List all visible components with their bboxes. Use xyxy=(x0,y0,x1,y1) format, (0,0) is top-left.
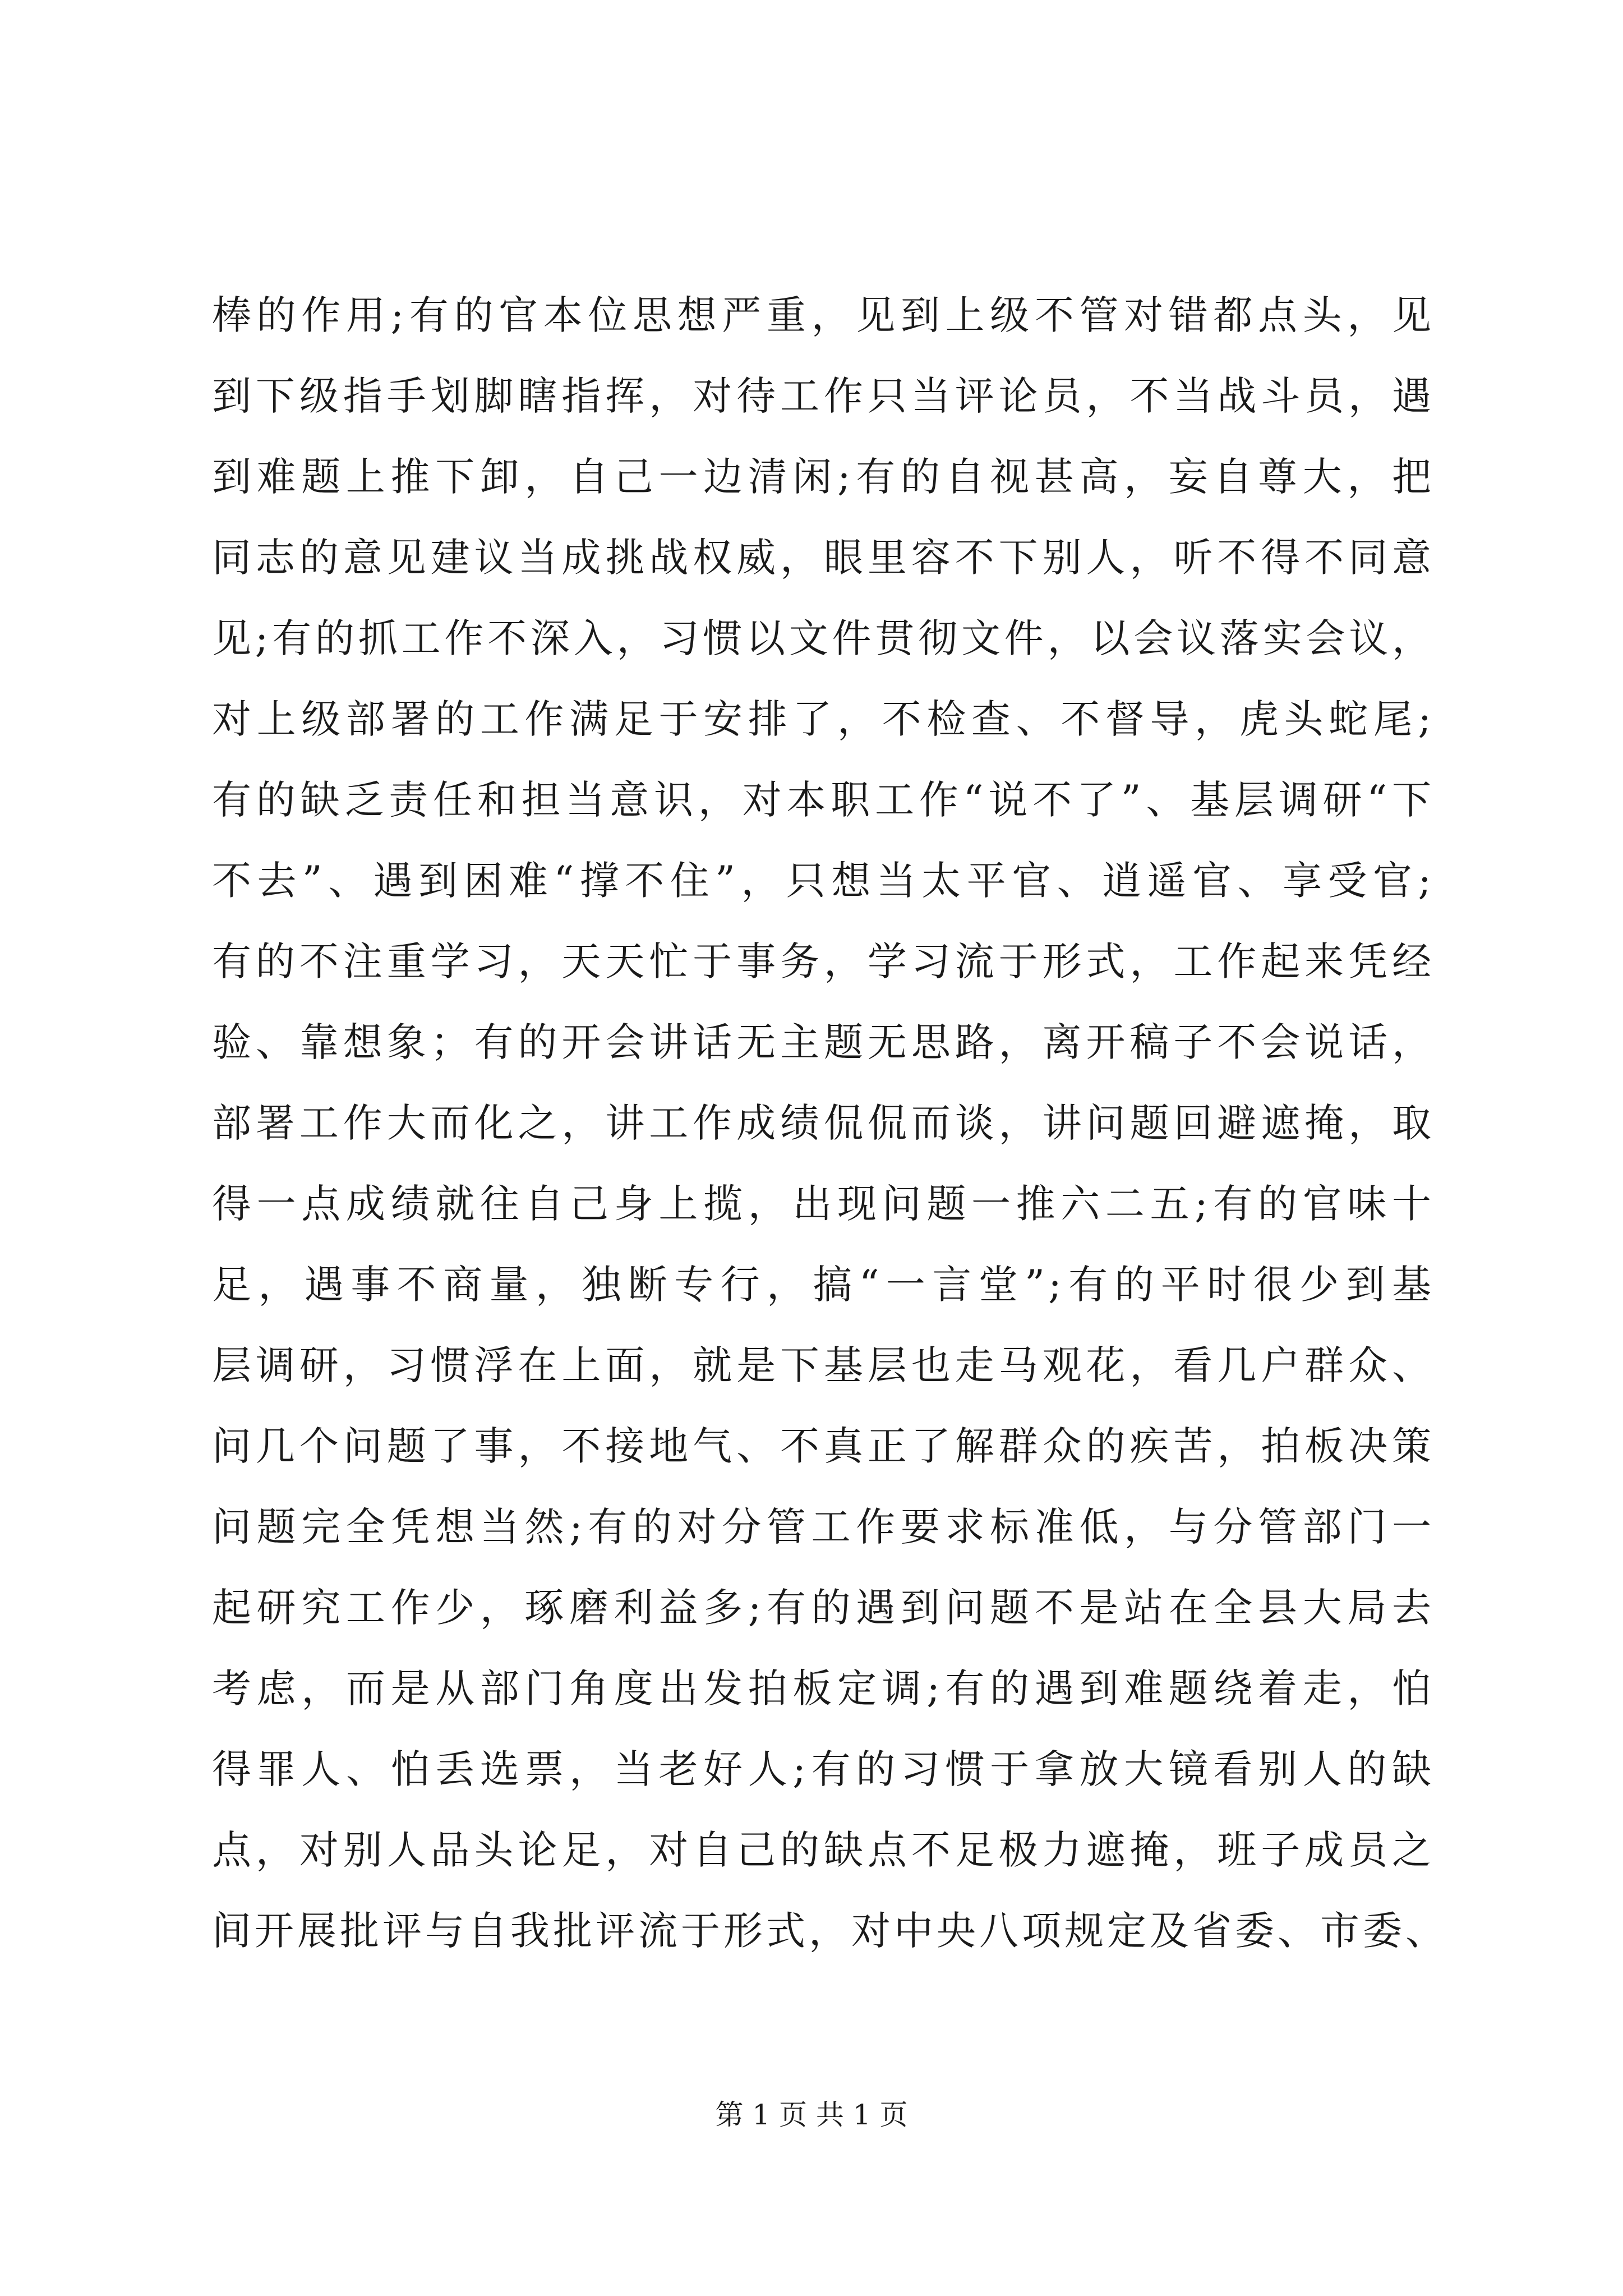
text-line: 有的不注重学习，天天忙于事务，学习流于形式，工作起来凭经 xyxy=(212,938,1435,984)
text-line: 到下级指手划脚瞎指挥，对待工作只当评论员，不当战斗员，遇 xyxy=(212,373,1435,419)
text-line: 部署工作大而化之，讲工作成绩侃侃而谈，讲问题回避遮掩，取 xyxy=(212,1100,1435,1146)
page-footer xyxy=(0,2095,1623,2134)
text-line: 棒的作用;有的官本位思想严重，见到上级不管对错都点头，见 xyxy=(212,292,1435,338)
text-line: 得一点成绩就往自己身上揽，出现问题一推六二五;有的官味十 xyxy=(212,1181,1435,1227)
text-line: 问几个问题了事，不接地气、不真正了解群众的疾苦，拍板决策 xyxy=(212,1423,1435,1469)
text-line: 点，对别人品头论足，对自己的缺点不足极力遮掩，班子成员之 xyxy=(212,1827,1435,1873)
text-line: 问题完全凭想当然;有的对分管工作要求标准低，与分管部门一 xyxy=(212,1504,1435,1550)
text-line: 有的缺乏责任和担当意识，对本职工作“说不了”、基层调研“下 xyxy=(212,777,1435,823)
text-line: 得罪人、怕丢选票，当老好人;有的习惯于拿放大镜看别人的缺 xyxy=(212,1746,1435,1792)
text-line: 对上级部署的工作满足于安排了，不检查、不督导，虎头蛇尾; xyxy=(212,696,1435,742)
text-line: 见;有的抓工作不深入，习惯以文件贯彻文件，以会议落实会议， xyxy=(212,615,1435,661)
text-line: 间开展批评与自我批评流于形式，对中央八项规定及省委、市委、 xyxy=(212,1908,1448,1954)
text-line: 验、靠想象；有的开会讲话无主题无思路，离开稿子不会说话， xyxy=(212,1019,1435,1065)
text-line: 同志的意见建议当成挑战权威，眼里容不下别人，听不得不同意 xyxy=(212,535,1435,581)
text-line: 层调研，习惯浮在上面，就是下基层也走马观花，看几户群众、 xyxy=(212,1342,1435,1388)
text-line: 不去”、遇到困难“撑不住”，只想当太平官、逍遥官、享受官; xyxy=(212,858,1435,904)
page-number-label: 第 1 页 共 1 页 xyxy=(715,2099,908,2131)
text-line: 到难题上推下卸，自己一边清闲;有的自视甚高，妄自尊大，把 xyxy=(212,454,1435,500)
text-line: 足，遇事不商量，独断专行，搞“一言堂”;有的平时很少到基 xyxy=(212,1262,1435,1308)
text-line: 起研究工作少，琢磨利益多;有的遇到问题不是站在全县大局去 xyxy=(212,1585,1435,1631)
body-text xyxy=(212,275,1448,1971)
text-line: 考虑，而是从部门角度出发拍板定调;有的遇到难题绕着走，怕 xyxy=(212,1665,1435,1711)
